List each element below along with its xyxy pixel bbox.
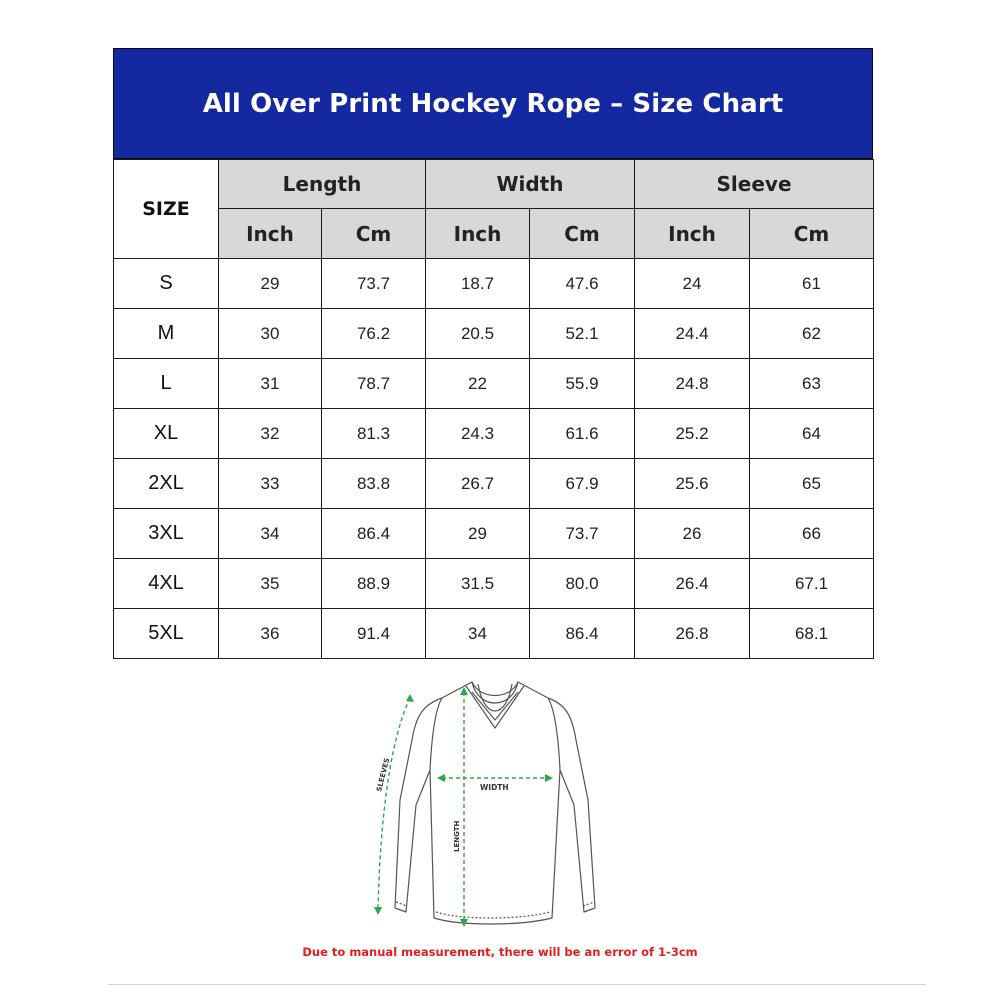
measurement-cell: 22 [426,359,530,409]
measurement-cell: 52.1 [530,309,635,359]
measurement-cell: 31 [219,359,322,409]
measurement-cell: 35 [219,559,322,609]
measurement-cell: 33 [219,459,322,509]
measurement-cell: 20.5 [426,309,530,359]
width-label: WIDTH [480,783,509,792]
measurement-cell: 61 [750,259,874,309]
measurement-cell: 24.8 [635,359,750,409]
measurement-cell: 76.2 [322,309,426,359]
size-cell: S [114,259,219,309]
title-banner [113,48,873,159]
size-cell: 5XL [114,609,219,659]
measurement-cell: 80.0 [530,559,635,609]
unit-header: Cm [530,209,635,259]
measurement-cell: 88.9 [322,559,426,609]
measurement-cell: 86.4 [530,609,635,659]
size-cell: 2XL [114,459,219,509]
measurement-cell: 91.4 [322,609,426,659]
size-cell: 3XL [114,509,219,559]
chart-title: All Over Print Hockey Rope – Size Chart [202,88,784,119]
table-row [114,309,874,359]
unit-header: Inch [219,209,322,259]
unit-header: Inch [426,209,530,259]
size-cell: XL [114,409,219,459]
measurement-cell: 47.6 [530,259,635,309]
unit-header: Cm [322,209,426,259]
measurement-cell: 25.2 [635,409,750,459]
measurement-cell: 55.9 [530,359,635,409]
measurement-cell: 30 [219,309,322,359]
measurement-cell: 24.4 [635,309,750,359]
measurement-cell: 36 [219,609,322,659]
group-header-width: Width [426,160,635,209]
table-row [114,509,874,559]
size-cell: M [114,309,219,359]
length-label: LENGTH [453,820,461,852]
measurement-cell: 63 [750,359,874,409]
divider [108,984,926,985]
measurement-cell: 34 [426,609,530,659]
measurement-cell: 67.1 [750,559,874,609]
group-header-sleeve: Sleeve [635,160,874,209]
measurement-cell: 26.4 [635,559,750,609]
unit-header: Cm [750,209,874,259]
size-chart [113,48,873,659]
measurement-cell: 62 [750,309,874,359]
measurement-cell: 29 [426,509,530,559]
sleeve-arrow [378,698,410,910]
unit-header-row [114,209,874,259]
table-row [114,259,874,309]
size-cell: L [114,359,219,409]
measurement-cell: 24.3 [426,409,530,459]
measurement-cell: 81.3 [322,409,426,459]
table-row [114,409,874,459]
shirt-outline [395,682,595,924]
size-table [113,159,874,659]
table-row [114,559,874,609]
measurement-cell: 78.7 [322,359,426,409]
size-cell: 4XL [114,559,219,609]
measurement-cell: 86.4 [322,509,426,559]
table-row [114,459,874,509]
measurement-cell: 65 [750,459,874,509]
measurement-cell: 32 [219,409,322,459]
measurement-cell: 24 [635,259,750,309]
group-header-row [114,160,874,209]
measurement-cell: 25.6 [635,459,750,509]
measurement-cell: 61.6 [530,409,635,459]
measurement-cell: 34 [219,509,322,559]
measurement-cell: 66 [750,509,874,559]
measurement-cell: 64 [750,409,874,459]
measurement-cell: 26.7 [426,459,530,509]
sleeves-label: SLEEVES [375,757,392,793]
measurement-cell: 26.8 [635,609,750,659]
measurement-cell: 18.7 [426,259,530,309]
table-row [114,359,874,409]
measurement-cell: 83.8 [322,459,426,509]
measurement-cell: 26 [635,509,750,559]
unit-header: Inch [635,209,750,259]
measurement-cell: 73.7 [530,509,635,559]
measurement-note: Due to manual measurement, there will be an error of 1-3cm [302,945,698,959]
measurement-cell: 67.9 [530,459,635,509]
measurement-cell: 31.5 [426,559,530,609]
measurement-cell: 29 [219,259,322,309]
table-row [114,609,874,659]
measurement-cell: 68.1 [750,609,874,659]
measurement-cell: 73.7 [322,259,426,309]
group-header-length: Length [219,160,426,209]
shirt-measurement-diagram [360,670,610,935]
size-column-header: SIZE [114,160,219,259]
